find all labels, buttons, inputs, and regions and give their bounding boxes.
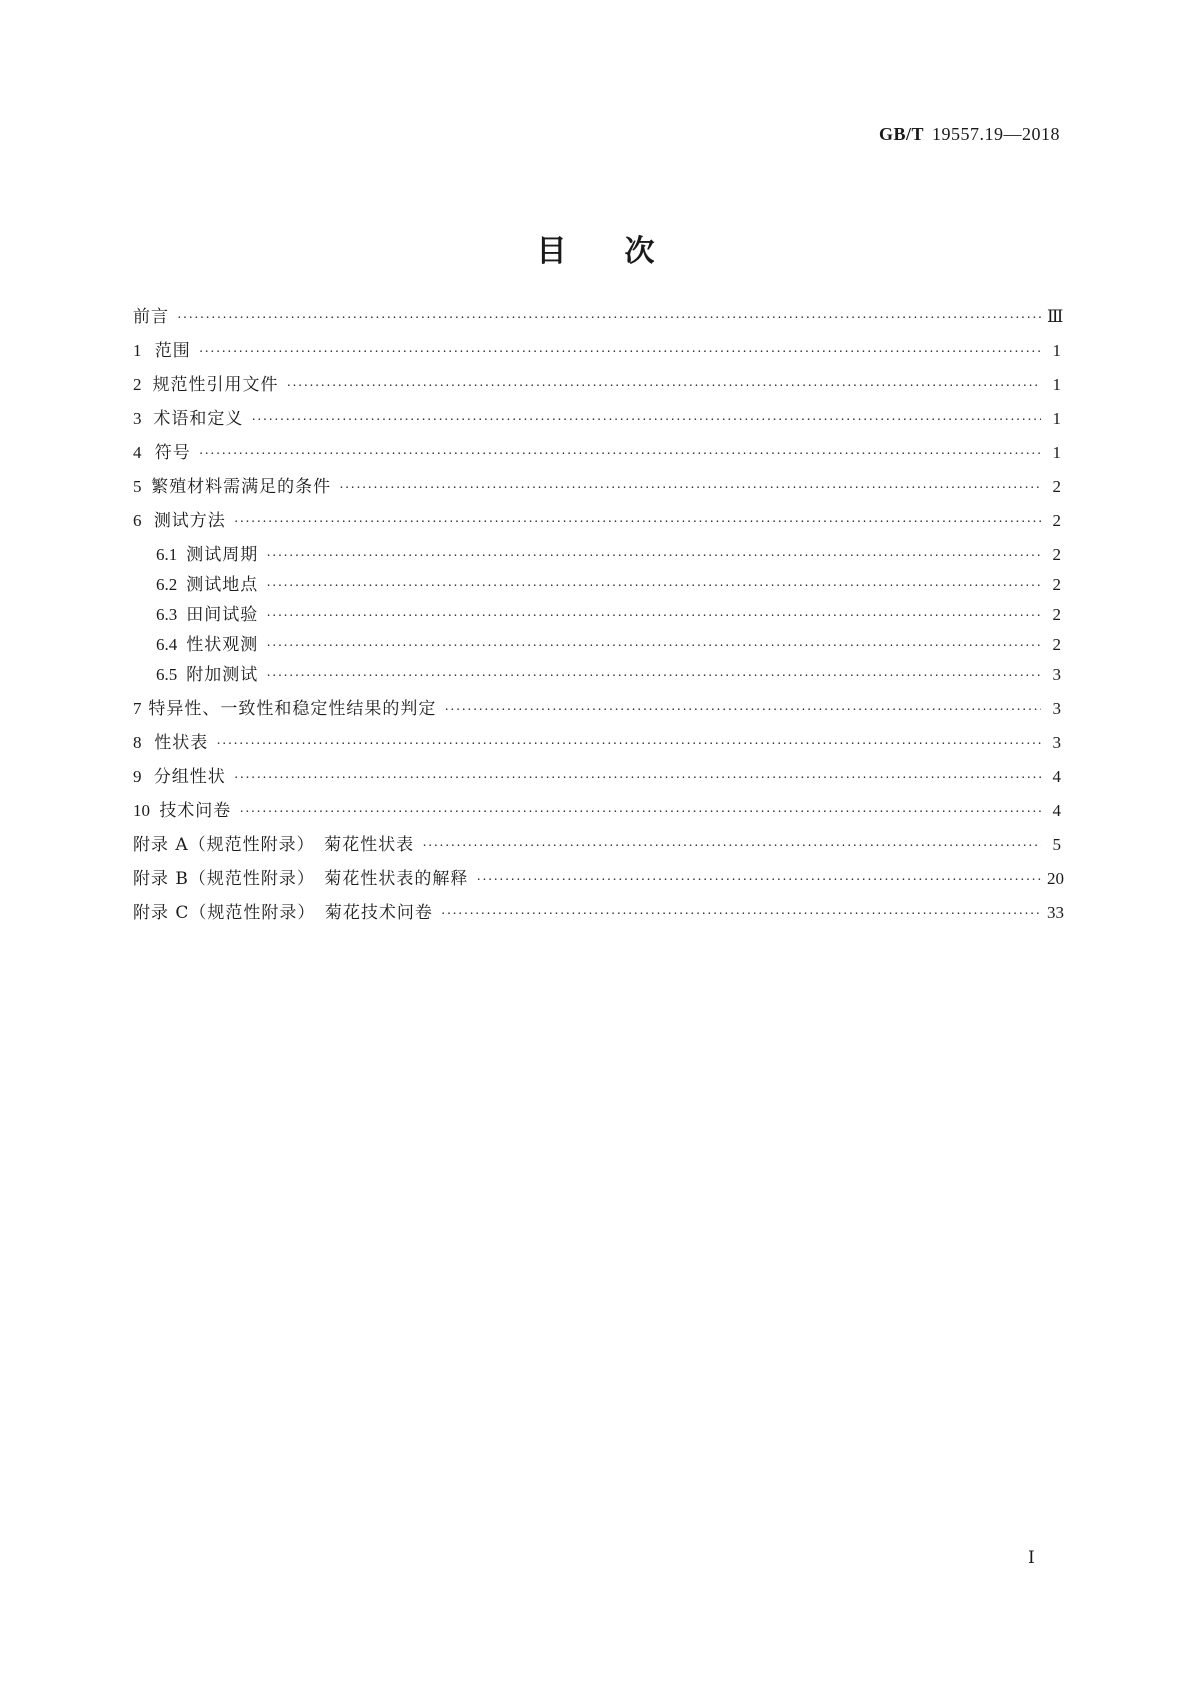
toc-entry-label: 术语和定义 xyxy=(153,409,244,429)
toc-leader-dots xyxy=(199,342,1041,364)
toc-leader-dots xyxy=(422,836,1041,858)
toc-entry-label: 测试周期 xyxy=(186,545,259,565)
toc-entry-6-3[interactable] xyxy=(156,604,1061,628)
toc-entry-page: 2 xyxy=(1052,635,1061,654)
toc-leader-dots xyxy=(444,700,1041,722)
toc-entry-label: 前言 xyxy=(133,307,169,327)
toc-entry-page: 1 xyxy=(1052,341,1061,360)
toc-entry-9[interactable] xyxy=(133,766,1061,790)
page-title: 目次 xyxy=(536,234,713,269)
toc-entry-8[interactable] xyxy=(133,732,1061,756)
toc-leader-dots xyxy=(266,546,1041,568)
toc-entry-page: 3 xyxy=(1052,665,1061,684)
toc-entry-label: 性状表 xyxy=(154,733,209,753)
standard-code: GB/T xyxy=(878,124,924,144)
toc-entry-page: 3 xyxy=(1052,733,1061,752)
toc-entry-number: 5 xyxy=(133,477,142,496)
toc-entry-1[interactable] xyxy=(133,340,1061,364)
toc-entry-6-5[interactable] xyxy=(156,664,1061,688)
toc-entry-label: 特异性、一致性和稳定性结果的判定 xyxy=(148,699,437,719)
toc-leader-dots xyxy=(266,576,1041,598)
toc-entry-annex-b[interactable] xyxy=(133,868,1064,892)
toc-entry-page: 1 xyxy=(1052,443,1061,462)
toc-leader-dots xyxy=(339,478,1041,500)
toc-entry-page: 2 xyxy=(1052,545,1061,564)
toc-entry-label: 性状观测 xyxy=(186,635,259,655)
toc-entry-number: 6.2 xyxy=(156,575,178,594)
toc-entry-page: 2 xyxy=(1052,575,1061,594)
toc-leader-dots xyxy=(234,512,1041,534)
toc-entry-6-2[interactable] xyxy=(156,574,1061,598)
toc-entry-label: 附录 C（规范性附录） 菊花技术问卷 xyxy=(133,903,433,923)
toc-leader-dots xyxy=(286,376,1041,398)
toc-entry-page: Ⅲ xyxy=(1047,307,1064,326)
toc-entry-2[interactable] xyxy=(133,374,1061,398)
toc-entry-6-4[interactable] xyxy=(156,634,1061,658)
toc-entry-10[interactable] xyxy=(133,800,1061,824)
toc-entry-number: 1 xyxy=(133,341,142,360)
toc-entry-page: 1 xyxy=(1052,375,1061,394)
standard-number-value: 19557.19—2018 xyxy=(932,124,1060,144)
toc-entry-number: 3 xyxy=(133,409,142,428)
toc-entry-number: 6 xyxy=(133,511,142,530)
toc-entry-label: 范围 xyxy=(154,341,191,361)
toc-entry-page: 2 xyxy=(1052,511,1061,530)
toc-entry-annex-a[interactable] xyxy=(133,834,1061,858)
toc-entry-6[interactable] xyxy=(133,510,1061,534)
toc-entry-number: 6.4 xyxy=(156,635,178,654)
toc-leader-dots xyxy=(234,768,1041,790)
toc-entry-number: 7 xyxy=(133,699,142,718)
toc-entry-7[interactable] xyxy=(133,698,1061,722)
toc-entry-page: 4 xyxy=(1052,801,1061,820)
toc-entry-page: 5 xyxy=(1052,835,1061,854)
toc-entry-label: 附录 A（规范性附录） 菊花性状表 xyxy=(133,835,415,855)
toc-entry-label: 附加测试 xyxy=(186,665,259,685)
toc-leader-dots xyxy=(199,444,1041,466)
toc-entry-number: 10 xyxy=(133,801,150,820)
toc-entry-label: 附录 B（规范性附录） 菊花性状表的解释 xyxy=(133,869,469,889)
toc-leader-dots xyxy=(177,308,1041,330)
toc-entry-5[interactable] xyxy=(133,476,1061,500)
toc-entry-number: 9 xyxy=(133,767,142,786)
toc-leader-dots xyxy=(476,870,1041,892)
toc-entry-number: 6.3 xyxy=(156,605,178,624)
toc-entry-page: 2 xyxy=(1052,477,1061,496)
toc-entry-page: 1 xyxy=(1052,409,1061,428)
toc-entry-number: 4 xyxy=(133,443,142,462)
toc-entry-label: 分组性状 xyxy=(153,767,226,787)
toc-entry-number: 8 xyxy=(133,733,142,752)
toc-entry-page: 3 xyxy=(1052,699,1061,718)
toc-leader-dots xyxy=(239,802,1041,824)
page-number: Ⅰ xyxy=(1028,1548,1035,1567)
toc-entry-page: 2 xyxy=(1052,605,1061,624)
toc-entry-page: 4 xyxy=(1052,767,1061,786)
toc-entry-3[interactable] xyxy=(133,408,1061,432)
toc-leader-dots xyxy=(441,904,1041,926)
toc-entry-label: 测试方法 xyxy=(153,511,226,531)
toc-entry-label: 规范性引用文件 xyxy=(152,375,279,395)
toc-entry-label: 田间试验 xyxy=(186,605,259,625)
toc-leader-dots xyxy=(266,606,1041,628)
toc-leader-dots xyxy=(251,410,1041,432)
toc-entry-page: 33 xyxy=(1047,903,1064,922)
toc-entry-6-1[interactable] xyxy=(156,544,1061,568)
toc-entry-4[interactable] xyxy=(133,442,1061,466)
toc-entry-annex-c[interactable] xyxy=(133,902,1064,926)
toc-entry-label: 繁殖材料需满足的条件 xyxy=(151,477,332,497)
toc-entry-label: 符号 xyxy=(154,443,191,463)
toc-entry-foreword[interactable] xyxy=(133,306,1064,330)
toc-entry-label: 测试地点 xyxy=(186,575,259,595)
toc-leader-dots xyxy=(266,636,1041,658)
toc-entry-number: 6.5 xyxy=(156,665,178,684)
toc-leader-dots xyxy=(216,734,1041,756)
toc-entry-number: 2 xyxy=(133,375,142,394)
toc-entry-number: 6.1 xyxy=(156,545,178,564)
toc-entry-page: 20 xyxy=(1047,869,1064,888)
toc-entry-label: 技术问卷 xyxy=(159,801,232,821)
toc-leader-dots xyxy=(266,666,1041,688)
